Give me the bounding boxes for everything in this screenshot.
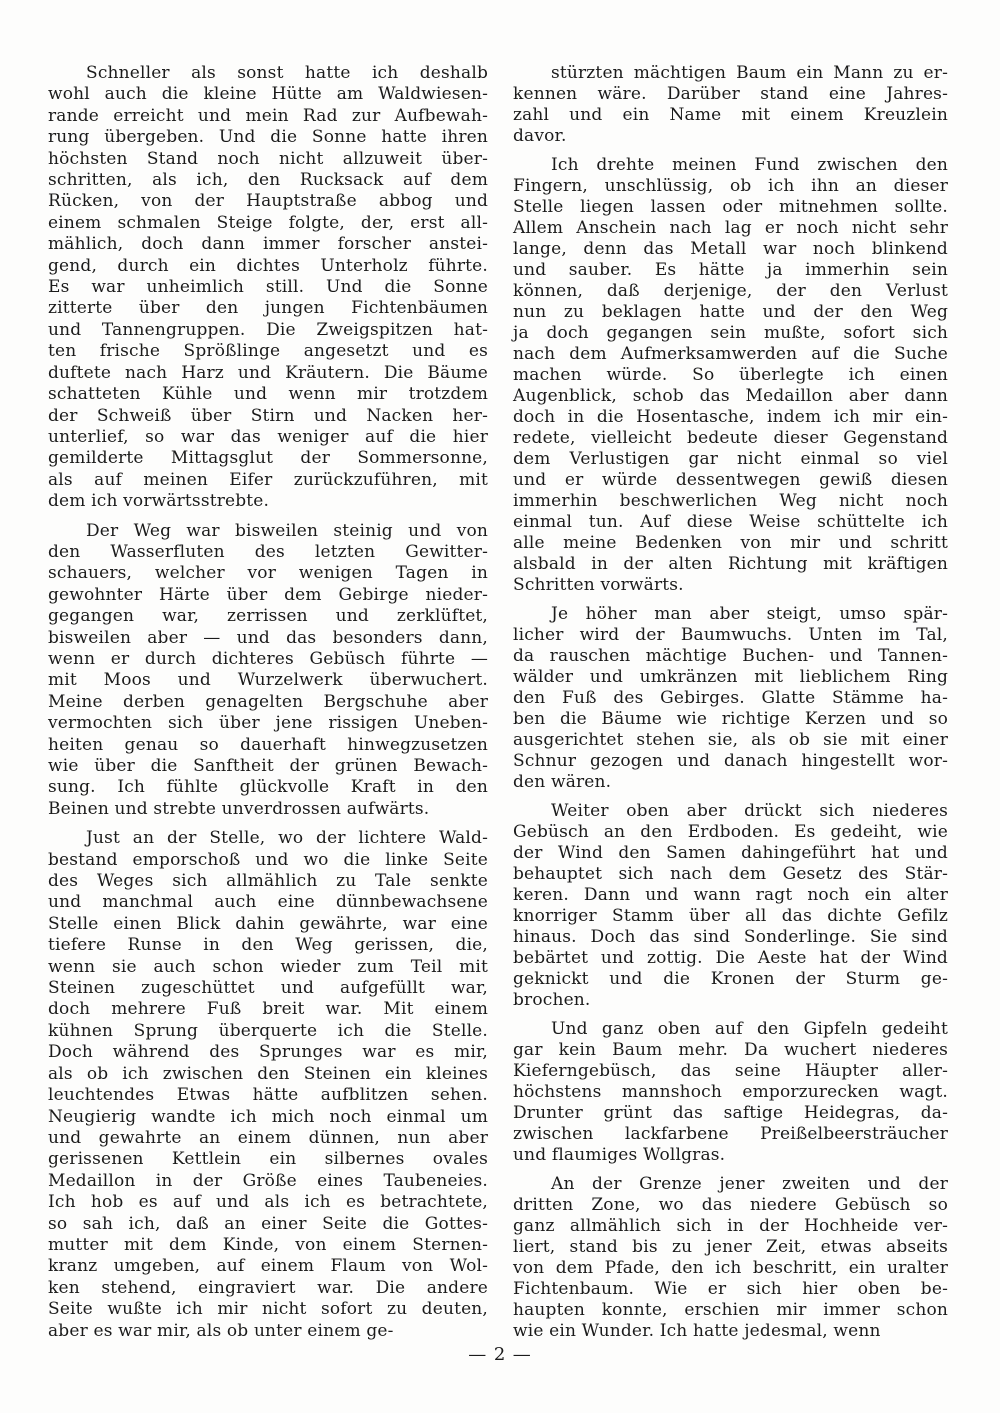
text-line: knorriger Stamm über all das dichte Gefilz xyxy=(513,906,948,926)
text-line: als auf meinen Eifer zurückzuführen, mit xyxy=(48,469,488,490)
text-line: keren. Dann und wann ragt noch ein alter xyxy=(513,885,948,905)
text-line: Schnur gezogen und danach hingestellt wor- xyxy=(513,751,948,771)
text-line: und sauber. Es hätte ja immerhin sein xyxy=(513,260,948,280)
text-line: aber es war mir, als ob unter einem ge- xyxy=(48,1320,394,1341)
text-line: gar kein Baum mehr. Da wuchert niederes xyxy=(513,1040,948,1060)
text-line: Ich hob es auf und als ich es betrachtete, xyxy=(48,1192,488,1213)
text-line: sung. Ich fühlte glückvolle Kraft in den xyxy=(48,777,488,798)
text-line: den Wasserfluten des letzten Gewitter- xyxy=(48,541,488,562)
text-line: ken stehend, eingraviert war. Die andere xyxy=(48,1277,488,1298)
text-line: vermochten sich über jene rissigen Uneben- xyxy=(48,713,488,734)
text-line: Doch während des Sprunges war es mir, xyxy=(48,1042,488,1063)
text-line: doch mehrere Fuß breit war. Mit einem xyxy=(48,999,488,1020)
text-line: bestand emporschoß und wo die linke Seite xyxy=(48,849,488,870)
text-line: der Schweiß über Stirn und Nacken her- xyxy=(48,405,488,426)
text-line: Beinen und strebte unverdrossen aufwärts. xyxy=(48,798,430,819)
text-line: Und ganz oben auf den Gipfeln gedeiht xyxy=(551,1019,948,1039)
text-line: unterlief, so war das weniger auf die hier xyxy=(48,426,488,447)
text-line: Steinen zugeschüttet und aufgefüllt war, xyxy=(48,978,488,999)
text-line: Fingern, unschlüssig, ob ich ihn an dieser xyxy=(513,176,948,196)
paragraph xyxy=(48,63,488,513)
text-line: schatteten Kühle und wenn mir trotzdem xyxy=(48,384,488,405)
text-line: ja doch gegangen sein mußte, sofort sich xyxy=(513,323,948,343)
text-line: haupten konnte, erschien mir immer schon xyxy=(513,1300,948,1320)
text-line: Es war unheimlich still. Und die Sonne xyxy=(48,277,488,298)
text-line: Schritten vorwärts. xyxy=(513,575,684,595)
text-line: gerissenen Kettlein ein silbernes ovales xyxy=(48,1149,488,1170)
text-line: redete, vielleicht bedeute dieser Gegenstand xyxy=(513,428,948,448)
text-line: licher wird der Baumwuchs. Unten im Tal, xyxy=(513,625,948,645)
text-line: kennen wäre. Darüber stand eine Jahres- xyxy=(513,84,948,104)
text-line: kranz umgeben, auf einem Flaum von Wol- xyxy=(48,1256,488,1277)
text-line: gemilderte Mittagsglut der Sommersonne, xyxy=(48,448,488,469)
text-line: mählich, doch dann immer forscher anstei- xyxy=(48,234,488,255)
text-line: gewohnter Härte über dem Gebirge nieder- xyxy=(48,584,488,605)
text-line: lange, denn das Metall war noch blinkend xyxy=(513,239,948,259)
text-line: Stelle liegen lassen oder mitnehmen sollte. xyxy=(513,197,948,217)
text-line: dritten Zone, wo das niedere Gebüsch so xyxy=(513,1195,948,1215)
text-line: wenn sie auch schon wieder zum Teil mit xyxy=(48,956,488,977)
text-line: höchsten Stand noch nicht allzuweit über- xyxy=(48,148,488,169)
text-line: Ich drehte meinen Fund zwischen den xyxy=(551,155,948,175)
text-line: Medaillon in der Größe eines Taubeneies. xyxy=(48,1170,488,1191)
text-line: Je höher man aber steigt, umso spär- xyxy=(551,604,948,624)
text-line: nach dem Aufmerksamwerden auf die Suche xyxy=(513,344,948,364)
text-line: tiefere Runse in den Weg gerissen, die, xyxy=(48,935,488,956)
text-line: dem ich vorwärtsstrebte. xyxy=(48,491,270,512)
text-line: bebärtet und zottig. Die Aeste hat der Wind xyxy=(513,948,948,968)
text-line: Augenblick, schob das Medaillon aber dann xyxy=(513,386,948,406)
text-line: alle meine Bedenken von mir und schritt xyxy=(513,533,948,553)
paragraph xyxy=(513,1019,948,1166)
text-line: schauers, welcher vor wenigen Tagen in xyxy=(48,563,488,584)
text-line: Der Weg war bisweilen steinig und von xyxy=(86,520,488,541)
text-line: leuchtendes Etwas hätte aufblitzen sehen. xyxy=(48,1085,488,1106)
text-line: kühnen Sprung überquerte ich die Stelle. xyxy=(48,1020,488,1041)
text-line: als ob ich zwischen den Steinen ein kleines xyxy=(48,1063,488,1084)
text-column-right xyxy=(513,63,948,1342)
text-line: mutter mit dem Kinde, von einem Sternen- xyxy=(48,1234,488,1255)
text-line: da rauschen mächtige Buchen- und Tannen- xyxy=(513,646,948,666)
paragraph xyxy=(48,828,488,1342)
text-line: Seite wußte ich mir nicht sofort zu deuten, xyxy=(48,1299,488,1320)
text-line: einem schmalen Steige folgte, der, erst all- xyxy=(48,212,488,233)
text-line: des Weges sich allmählich zu Tale senkte xyxy=(48,871,488,892)
text-line: Stelle einen Blick dahin gewährte, war eine xyxy=(48,913,488,934)
paragraph xyxy=(513,155,948,596)
text-line: An der Grenze jener zweiten und der xyxy=(551,1174,948,1194)
text-line: Kieferngebüsch, das seine Häupter aller- xyxy=(513,1061,948,1081)
text-line: den wären. xyxy=(513,772,612,792)
text-line: der Wind den Samen dahingeführt hat und xyxy=(513,843,948,863)
text-line: Rücken, von der Hauptstraße abbog und xyxy=(48,191,488,212)
text-line: und manchmal auch eine dünnbewachsene xyxy=(48,892,488,913)
text-line: schritten, als ich, den Rucksack auf dem xyxy=(48,170,488,191)
text-line: Fichtenbaum. Wie er sich hier oben be- xyxy=(513,1279,948,1299)
paragraph xyxy=(513,801,948,1011)
text-line: bisweilen aber — und das besonders dann, xyxy=(48,627,488,648)
text-line: einmal tun. Auf diese Weise schüttelte ich xyxy=(513,512,948,532)
paragraph xyxy=(48,521,488,821)
text-line: Meine derben genagelten Bergschuhe aber xyxy=(48,691,488,712)
text-line: machen würde. So überlegte ich einen xyxy=(513,365,948,385)
text-line: wohl auch die kleine Hütte am Waldwiesen- xyxy=(48,84,488,105)
text-line: zitterte über den jungen Fichtenbäumen xyxy=(48,298,488,319)
text-line: wie über die Sanftheit der grünen Bewach- xyxy=(48,756,488,776)
text-line: höchstens mannshoch emporzurecken wagt. xyxy=(513,1082,948,1102)
paragraph xyxy=(513,63,948,147)
text-line: und er würde dessentwegen gewiß diesen xyxy=(513,470,948,490)
text-line: so sah ich, daß an einer Seite die Gottes- xyxy=(48,1213,488,1234)
text-line: behauptet sich nach dem Gesetz des Stär- xyxy=(513,864,948,884)
text-line: ausgerichtet stehen sie, als ob sie mit einer xyxy=(513,730,948,750)
text-line: rung übergeben. Und die Sonne hatte ihren xyxy=(48,127,488,148)
text-line: Drunter grünt das saftige Heidegras, da- xyxy=(513,1103,948,1123)
text-line: gend, durch ein dichtes Unterholz führte. xyxy=(48,255,488,276)
text-line: und Tannengruppen. Die Zweigspitzen hat- xyxy=(48,319,488,340)
text-line: duftete nach Harz und Kräutern. Die Bäume xyxy=(48,362,488,383)
text-line: Just an der Stelle, wo der lichtere Wald- xyxy=(86,828,488,849)
text-line: und flaumiges Wollgras. xyxy=(513,1145,726,1165)
text-column-left xyxy=(48,63,488,1342)
text-line: ganz allmählich sich in der Hochheide ver- xyxy=(513,1216,948,1236)
paragraph xyxy=(513,1174,948,1342)
paragraph xyxy=(513,604,948,793)
text-line: davor. xyxy=(513,126,567,146)
text-line: mit Moos und Wurzelwerk überwuchert. xyxy=(48,670,488,691)
text-line: dem Verlustigen gar nicht einmal so viel xyxy=(513,449,948,469)
text-line: Neugierig wandte ich mich noch einmal um xyxy=(48,1106,488,1127)
text-line: nun zu beklagen hatte und der den Weg xyxy=(513,302,948,322)
text-line: zahl und ein Name mit einem Kreuzlein xyxy=(513,105,948,125)
text-line: Weiter oben aber drückt sich niederes xyxy=(551,801,948,821)
text-line: Gebüsch an den Erdboden. Es gedeiht, wie xyxy=(513,822,948,842)
text-line: doch in die Hosentasche, indem ich mir ein- xyxy=(513,407,948,427)
text-line: den Fuß des Gebirges. Glatte Stämme ha- xyxy=(513,688,948,708)
text-line: heiten genau so dauerhaft hinwegzusetzen xyxy=(48,734,488,755)
text-line: von dem Pfade, den ich beschritt, ein uralter xyxy=(513,1258,948,1278)
text-line: gegangen war, zerrissen und zerklüftet, xyxy=(48,606,488,627)
text-line: alsbald in der alten Richtung mit kräftigen xyxy=(513,554,948,574)
text-line: geknickt und die Kronen der Sturm ge- xyxy=(513,969,948,989)
text-line: ben die Bäume wie richtige Kerzen und so xyxy=(513,709,948,729)
text-line: zwischen lackfarbene Preißelbeersträucher xyxy=(513,1124,948,1144)
text-line: immerhin beschwerlichen Weg nicht noch xyxy=(513,491,948,511)
text-line: wälder und umkränzen mit lieblichem Ring xyxy=(513,667,948,687)
text-line: ten frische Sprößlinge angesetzt und es xyxy=(48,341,488,362)
text-line: stürzten mächtigen Baum ein Mann zu er- xyxy=(551,63,948,83)
text-line: Allem Anschein nach lag er noch nicht sehr xyxy=(513,218,948,238)
text-line: wie ein Wunder. Ich hatte jedesmal, wenn xyxy=(513,1321,881,1341)
text-line: hinaus. Doch das sind Sonderlinge. Sie sind xyxy=(513,927,948,947)
text-line: brochen. xyxy=(513,990,591,1010)
text-line: liert, stand bis zu jener Zeit, etwas abseits xyxy=(513,1237,948,1257)
page-number: — 2 — xyxy=(468,1344,532,1365)
text-line: können, daß derjenige, der den Verlust xyxy=(513,281,948,301)
text-line: rande erreicht und mein Rad zur Aufbewah- xyxy=(48,105,488,126)
text-line: wenn er durch dichteres Gebüsch führte — xyxy=(48,648,488,669)
text-line: Schneller als sonst hatte ich deshalb xyxy=(86,63,488,83)
text-line: und gewahrte an einem dünnen, nun aber xyxy=(48,1127,488,1148)
